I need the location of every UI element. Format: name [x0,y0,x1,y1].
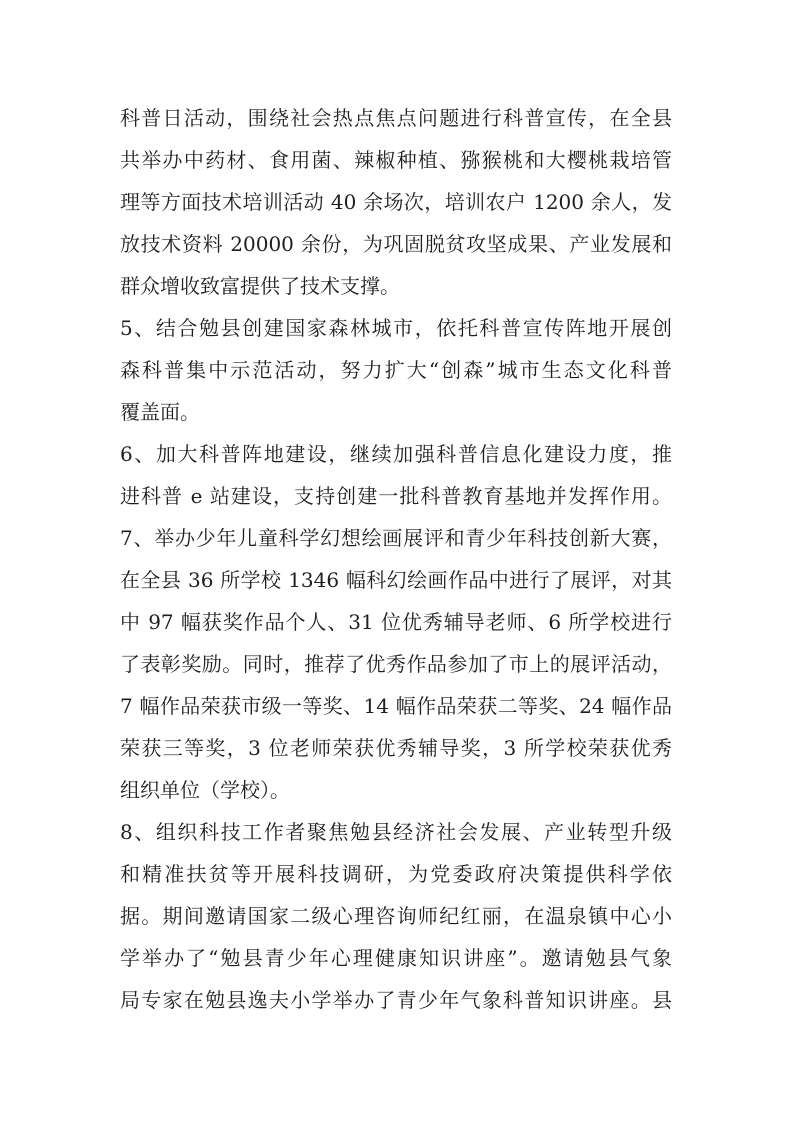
text-line: 7 幅作品荣获市级一等奖、14 幅作品荣获二等奖、24 幅作品 [120,694,672,718]
text-line: 和精准扶贫等开展科技调研，为党委政府决策提供科学依 [120,862,672,886]
text-line: 进科普 e 站建设，支持创建一批科普教育基地并发挥作用。 [120,484,672,508]
text-line: 放技术资料 20000 余份，为巩固脱贫攻坚成果、产业发展和 [120,232,672,256]
text-line: 科普日活动，围绕社会热点焦点问题进行科普宣传，在全县 [120,106,672,130]
text-line: 中 97 幅获奖作品个人、31 位优秀辅导老师、6 所学校进行 [120,610,672,634]
text-line: 覆盖面。 [120,400,200,424]
text-line: 5、结合勉县创建国家森林城市，依托科普宣传阵地开展创 [120,316,672,340]
text-line: 了表彰奖励。同时，推荐了优秀作品参加了市上的展评活动， [120,652,672,676]
text-line: 理等方面技术培训活动 40 余场次，培训农户 1200 余人，发 [120,190,672,214]
text-line: 组织单位（学校）。 [120,778,290,802]
text-line: 荣获三等奖，3 位老师荣获优秀辅导奖，3 所学校荣获优秀 [120,736,672,760]
text-line: 局专家在勉县逸夫小学举办了青少年气象科普知识讲座。县 [120,988,672,1012]
body-text [120,97,672,1021]
text-line: 6、加大科普阵地建设，继续加强科普信息化建设力度，推 [120,442,672,466]
text-line: 8、组织科技工作者聚焦勉县经济社会发展、产业转型升级 [120,820,672,844]
text-line: 共举办中药材、食用菌、辣椒种植、猕猴桃和大樱桃栽培管 [120,148,672,172]
text-line: 在全县 36 所学校 1346 幅科幻绘画作品中进行了展评，对其 [120,568,672,592]
text-line: 7、举办少年儿童科学幻想绘画展评和青少年科技创新大赛， [120,526,672,550]
text-line: 森科普集中示范活动，努力扩大“创森”城市生态文化科普 [120,358,672,382]
text-line: 学举办了“勉县青少年心理健康知识讲座”。邀请勉县气象 [120,946,672,970]
text-line: 据。期间邀请国家二级心理咨询师纪红丽，在温泉镇中心小 [120,904,672,928]
text-line: 群众增收致富提供了技术支撑。 [120,274,400,298]
